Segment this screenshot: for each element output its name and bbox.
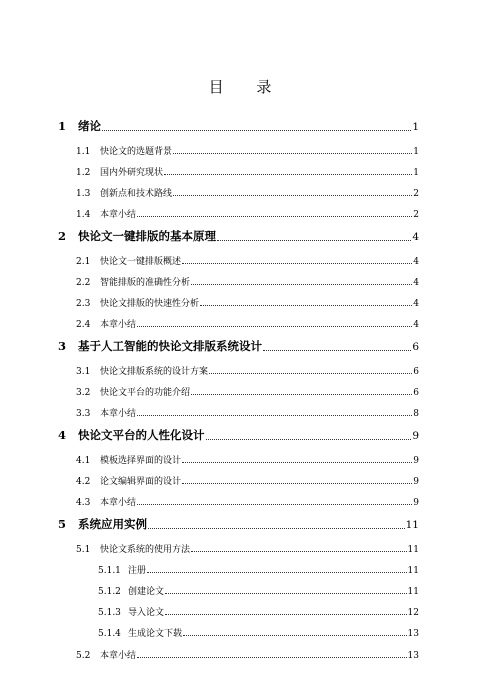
toc-entry-text: 创建论文 (128, 587, 165, 597)
toc-entry-page: 1 (413, 147, 419, 157)
toc-entry-text: 本章小结 (100, 651, 137, 661)
toc-entry-page: 13 (407, 629, 419, 639)
dot-leader (165, 614, 407, 615)
toc-entry-page: 11 (407, 566, 419, 576)
dot-leader (206, 439, 412, 440)
toc-entry-text: 智能排版的准确性分析 (100, 278, 191, 288)
toc-entry-text: 导入论文 (128, 608, 165, 618)
toc-entry-number: 2.3 (76, 299, 91, 309)
toc-entry-2-1[interactable] (76, 254, 419, 267)
toc-entry-2-2[interactable] (76, 275, 419, 288)
toc-entry-5-2[interactable] (76, 648, 419, 661)
dot-leader (173, 195, 412, 196)
toc-entry-page: 1 (412, 121, 419, 133)
toc-entry-text: 快论文排版的快速性分析 (100, 299, 200, 309)
toc-entry-number: 4.2 (76, 477, 91, 487)
toc-entry-number: 3.3 (76, 409, 91, 419)
toc-entry-5-1-4[interactable] (98, 626, 419, 639)
toc-entry-text: 基于人工智能的快论文排版系统设计 (78, 339, 262, 353)
toc-entry-4-1[interactable] (76, 453, 419, 466)
toc-entry-number: 3 (58, 339, 67, 353)
toc-entry-page: 2 (413, 210, 419, 220)
toc-entry-number: 1.2 (76, 168, 91, 178)
dot-leader (137, 504, 412, 505)
toc-entry-1-2[interactable] (76, 165, 419, 178)
toc-entry-text: 快论文一键排版概述 (100, 257, 182, 267)
toc-entry-chapter-2[interactable] (58, 228, 419, 244)
toc-entry-text: 绪论 (78, 119, 101, 133)
dot-leader (102, 130, 411, 131)
dot-leader (182, 462, 412, 463)
toc-entry-1-3[interactable] (76, 186, 419, 199)
toc-entry-page: 4 (413, 320, 419, 330)
toc-entry-4-3[interactable] (76, 495, 419, 508)
toc-entry-page: 9 (413, 456, 419, 466)
toc-entry-5-1[interactable] (76, 542, 419, 555)
toc-entry-3-3[interactable] (76, 406, 419, 419)
toc-entry-number: 5.1.4 (98, 629, 121, 639)
dot-leader (164, 174, 412, 175)
toc-entry-5-1-1[interactable] (98, 563, 419, 576)
toc-entry-number: 2.2 (76, 278, 91, 288)
dot-leader (183, 635, 407, 636)
toc-entry-page: 4 (413, 257, 419, 267)
toc-entry-number: 2.1 (76, 257, 91, 267)
toc-entry-number: 5.2 (76, 651, 91, 661)
toc-entry-text: 快论文平台的功能介绍 (100, 388, 191, 398)
toc-entry-5-1-2[interactable] (98, 584, 419, 597)
toc-entry-1-4[interactable] (76, 207, 419, 220)
dot-leader (137, 415, 412, 416)
dot-leader (137, 216, 412, 217)
toc-entry-text: 本章小结 (100, 498, 137, 508)
toc-entry-number: 1.1 (76, 147, 91, 157)
toc-entry-number: 5.1.3 (98, 608, 121, 618)
toc-entry-3-1[interactable] (76, 364, 419, 377)
dot-leader (191, 284, 412, 285)
toc-entry-text: 模板选择界面的设计 (100, 456, 182, 466)
toc-entry-text: 本章小结 (100, 320, 137, 330)
toc-entry-page: 8 (413, 409, 419, 419)
toc-entry-number: 1.3 (76, 189, 91, 199)
toc-entry-page: 4 (413, 278, 419, 288)
toc-entry-3-2[interactable] (76, 385, 419, 398)
toc-entry-text: 快论文一键排版的基本原理 (78, 229, 216, 243)
toc-entry-number: 2.4 (76, 320, 91, 330)
toc-entry-text: 创新点和技术路线 (100, 189, 173, 199)
toc-entry-chapter-5[interactable] (58, 516, 419, 532)
toc-entry-text: 论文编辑界面的设计 (100, 477, 182, 487)
dot-leader (263, 350, 411, 351)
page-title: 目 录 (208, 78, 286, 96)
toc-entry-text: 快论文平台的人性化设计 (78, 428, 205, 442)
toc-entry-chapter-3[interactable] (58, 338, 419, 354)
toc-entry-page: 12 (407, 608, 419, 618)
toc-entry-text: 注册 (128, 566, 147, 576)
toc-entry-page: 4 (412, 231, 419, 243)
toc-entry-4-2[interactable] (76, 474, 419, 487)
toc-entry-1-1[interactable] (76, 144, 419, 157)
dot-leader (137, 326, 412, 327)
dot-leader (209, 373, 412, 374)
dot-leader (147, 572, 407, 573)
dot-leader (200, 305, 412, 306)
dot-leader (137, 657, 407, 658)
toc-entry-text: 快论文排版系统的设计方案 (100, 367, 209, 377)
toc-entry-page: 9 (412, 430, 419, 442)
toc-entry-text: 系统应用实例 (78, 517, 147, 531)
toc-entry-number: 1 (58, 119, 67, 133)
toc-entry-number: 4.3 (76, 498, 91, 508)
toc-entry-page: 1 (413, 168, 419, 178)
toc-entry-number: 2 (58, 229, 67, 243)
toc-entry-page: 4 (413, 299, 419, 309)
toc-entry-text: 本章小结 (100, 409, 137, 419)
toc-entry-number: 5.1.2 (98, 587, 121, 597)
toc-entry-page: 6 (413, 388, 419, 398)
toc-entry-2-4[interactable] (76, 317, 419, 330)
toc-entry-number: 4.1 (76, 456, 91, 466)
toc-entry-page: 9 (413, 477, 419, 487)
dot-leader (165, 593, 407, 594)
dot-leader (191, 551, 407, 552)
toc-entry-chapter-1[interactable] (58, 118, 419, 134)
dot-leader (182, 483, 412, 484)
toc-entry-text: 国内外研究现状 (100, 168, 164, 178)
toc-entry-number: 5 (58, 517, 67, 531)
toc-entry-page: 2 (413, 189, 419, 199)
toc-entry-page: 6 (412, 341, 419, 353)
toc-entry-number: 3.2 (76, 388, 91, 398)
toc-entry-page: 9 (413, 498, 419, 508)
dot-leader (182, 263, 412, 264)
toc-entry-page: 11 (407, 545, 419, 555)
toc-entry-number: 1.4 (76, 210, 91, 220)
toc-entry-text: 快论文系统的使用方法 (100, 545, 191, 555)
toc-entry-text: 本章小结 (100, 210, 137, 220)
dot-leader (148, 528, 405, 529)
toc-entry-number: 5.1 (76, 545, 91, 555)
toc-entry-2-3[interactable] (76, 296, 419, 309)
toc-entry-page: 11 (407, 587, 419, 597)
toc-entry-page: 11 (405, 519, 419, 531)
toc-entry-chapter-4[interactable] (58, 427, 419, 443)
dot-leader (217, 240, 411, 241)
toc-entry-page: 13 (407, 651, 419, 661)
toc-entry-text: 生成论文下载 (128, 629, 183, 639)
toc-entry-text: 快论文的选题背景 (100, 147, 173, 157)
toc-entry-number: 5.1.1 (98, 566, 121, 576)
toc-entry-number: 3.1 (76, 367, 91, 377)
toc-entry-page: 6 (413, 367, 419, 377)
dot-leader (191, 394, 412, 395)
toc-entry-5-1-3[interactable] (98, 605, 419, 618)
toc-entry-number: 4 (58, 428, 67, 442)
dot-leader (173, 153, 412, 154)
